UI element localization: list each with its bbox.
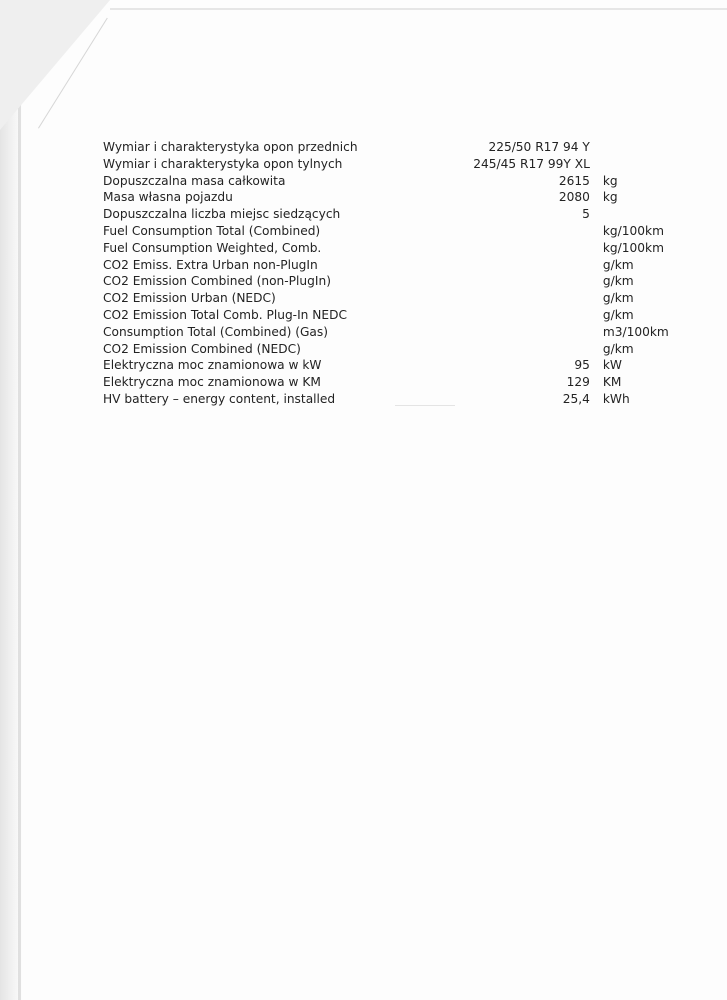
vehicle-spec-table [103, 139, 673, 408]
spec-value [442, 324, 603, 341]
spec-row [103, 189, 673, 206]
spec-label: Masa własna pojazdu [103, 190, 233, 205]
spec-value: 129 [566, 375, 590, 390]
spec-value: 95 [574, 358, 590, 373]
spec-label: Elektryczna moc znamionowa w KM [103, 375, 321, 390]
spec-unit [603, 206, 673, 223]
spec-unit: KM [602, 375, 622, 390]
spec-value [442, 273, 603, 290]
spec-value [442, 290, 603, 307]
spec-value: 25,4 [562, 391, 590, 406]
spec-unit: g/km [602, 341, 634, 356]
spec-unit: g/km [602, 291, 634, 306]
spec-unit [603, 156, 673, 173]
spec-row [103, 240, 673, 257]
scan-edge-line [18, 0, 21, 1000]
spec-row [103, 273, 673, 290]
spec-row [103, 290, 673, 307]
spec-label: HV battery – energy content, installed [103, 391, 336, 406]
spec-row [103, 139, 673, 156]
spec-unit: kg/100km [602, 223, 664, 238]
spec-row [103, 341, 673, 358]
spec-label: Fuel Consumption Weighted, Comb. [103, 240, 322, 255]
spec-label: Consumption Total (Combined) (Gas) [103, 324, 329, 339]
spec-value [442, 341, 603, 358]
spec-row [103, 391, 673, 408]
spec-row [103, 324, 673, 341]
spec-unit: m3/100km [602, 324, 669, 339]
scan-edge-top [110, 8, 727, 10]
spec-row [103, 223, 673, 240]
spec-label: Dopuszczalna liczba miejsc siedzących [103, 207, 341, 222]
spec-label: CO2 Emission Urban (NEDC) [103, 291, 276, 306]
spec-unit: g/km [602, 257, 634, 272]
spec-label: Elektryczna moc znamionowa w kW [103, 358, 322, 373]
page-corner-fold [0, 0, 110, 130]
spec-value [442, 307, 603, 324]
scan-artifact-line [395, 405, 455, 406]
spec-label: Wymiar i charakterystyka opon przednich [103, 140, 358, 154]
spec-label: CO2 Emission Combined (NEDC) [103, 341, 301, 356]
spec-value: 2080 [558, 190, 590, 205]
spec-label: Dopuszczalna masa całkowita [103, 173, 286, 188]
spec-unit: kW [602, 358, 622, 373]
spec-label: CO2 Emission Total Comb. Plug-In NEDC [103, 307, 347, 322]
spec-unit: g/km [602, 274, 634, 289]
spec-unit: kg [602, 190, 618, 205]
spec-unit: kWh [602, 391, 630, 406]
spec-row [103, 374, 673, 391]
spec-unit: kg/100km [602, 240, 664, 255]
spec-value [442, 257, 603, 274]
spec-unit: g/km [602, 307, 634, 322]
spec-value: 5 [582, 207, 590, 222]
spec-row [103, 257, 673, 274]
spec-row [103, 156, 673, 173]
spec-label: CO2 Emission Combined (non-PlugIn) [103, 274, 331, 289]
spec-value: 245/45 R17 99Y XL [473, 156, 590, 171]
spec-label: CO2 Emiss. Extra Urban non-PlugIn [103, 257, 318, 272]
spec-unit [603, 139, 673, 156]
spec-row [103, 206, 673, 223]
spec-label: Fuel Consumption Total (Combined) [103, 223, 321, 238]
spec-row [103, 173, 673, 190]
spec-label: Wymiar i charakterystyka opon tylnych [103, 156, 343, 171]
spec-table-body [103, 139, 673, 408]
spec-row [103, 357, 673, 374]
spec-value: 225/50 R17 94 Y [488, 140, 590, 154]
spec-value [442, 240, 603, 257]
spec-row [103, 307, 673, 324]
spec-value [442, 223, 603, 240]
spec-unit: kg [602, 173, 618, 188]
spec-value: 2615 [558, 173, 590, 188]
